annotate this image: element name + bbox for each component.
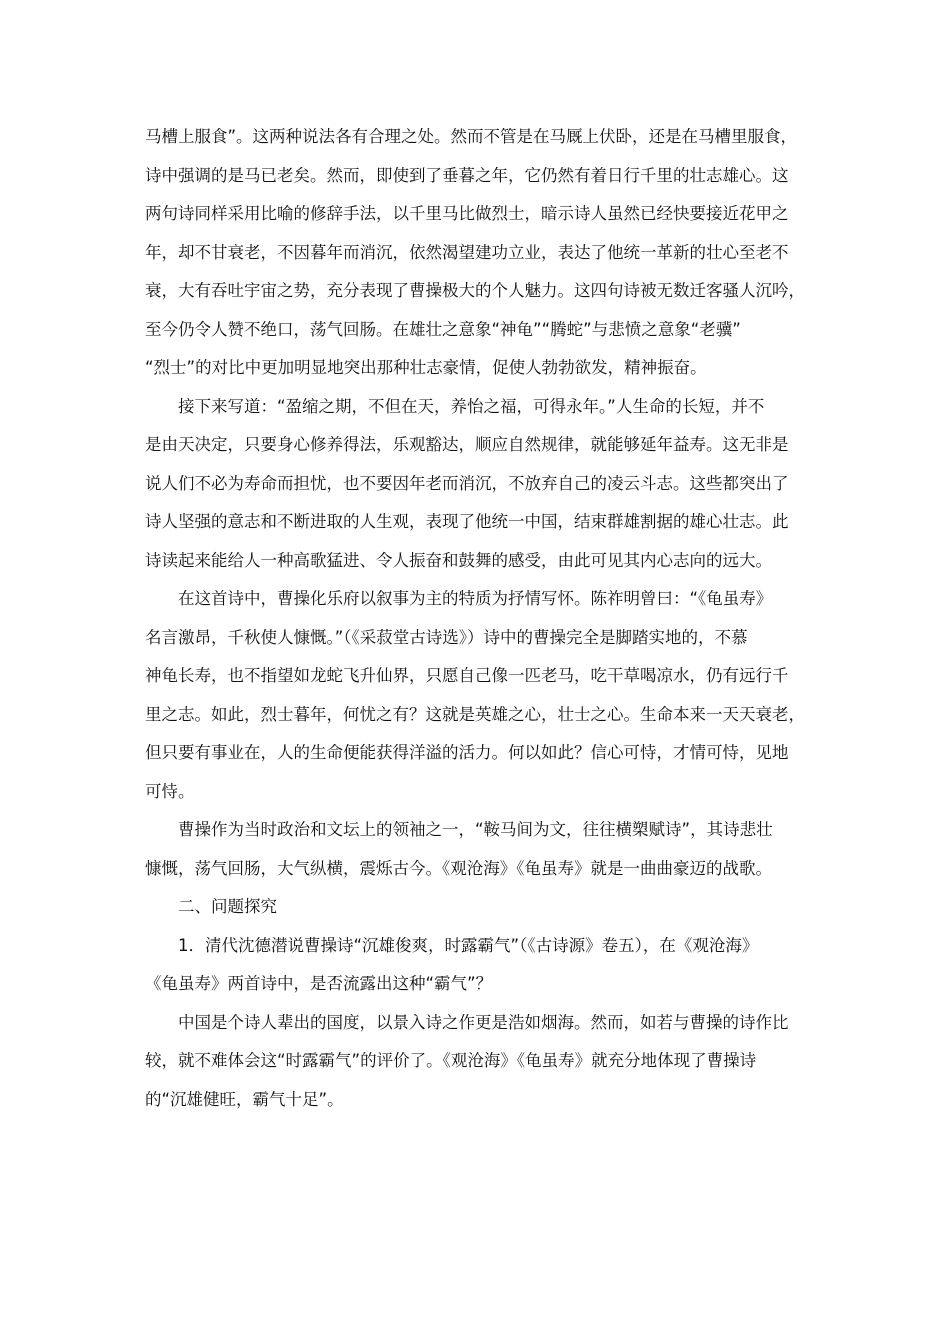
document-body: [145, 118, 807, 1119]
text-line: 名言激昂，千秋使人慷慨。”（《采菽堂古诗选》）诗中的曹操完全是脚踏实地的，不慕: [145, 627, 748, 647]
text-line: 曹操作为当时政治和文坛上的领袖之一，“鞍马间为文，往往横槊赋诗”，其诗悲壮: [178, 820, 773, 839]
text-line: 诗人坚强的意志和不断进取的人生观，表现了他统一中国，结束群雄割据的雄心壮志。此: [145, 512, 789, 531]
text-line: “烈士”的对比中更加明显地突出那种壮志豪情，促使人勃勃欲发，精神振奋。: [145, 358, 707, 377]
text-line: 至今仍令人赞不绝口，荡气回肠。在雄壮之意象“神龟”“腾蛇”与悲愤之意象“老骥”: [145, 319, 741, 339]
text-line: 两句诗同样采用比喻的修辞手法，以千里马比做烈士，暗示诗人虽然已经快要接近花甲之: [145, 204, 789, 223]
text-line: 诗读起来能给人一种高歌猛进、令人振奋和鼓舞的感受，由此可见其内心志向的远大。: [145, 550, 772, 570]
text-line: 在这首诗中，曹操化乐府以叙事为主的特质为抒情写怀。陈祚明曾曰：“《龟虽寿》: [178, 589, 773, 608]
text-line: 年，却不甘衰老，不因暮年而消沉，依然渴望建功立业，表达了他统一革新的壮心至老不: [145, 242, 789, 262]
text-line: 可恃。: [145, 781, 195, 801]
text-line: 二、问题探究: [178, 897, 277, 916]
text-line: 1．清代沈德潜说曹操诗“沉雄俊爽，时露霸气”（《古诗源》卷五），在《观沧海》: [178, 935, 759, 955]
text-line: 说人们不必为寿命而担忧，也不要因年老而消沉，不放弃自己的凌云斗志。这些都突出了: [145, 473, 789, 493]
text-line: 里之志。如此，烈士暮年，何忧之有？这就是英雄之心，壮士之心。生命本来一天天衰老，: [145, 704, 805, 724]
text-line: 接下来写道：“盈缩之期，不但在天，养怡之福，可得永年。”人生命的长短，并不: [178, 396, 765, 416]
text-line: 较，就不难体会这“时露霸气”的评价了。《观沧海》《龟虽寿》就充分地体现了曹操诗: [145, 1051, 757, 1070]
text-line: 但只要有事业在，人的生命便能获得洋溢的活力。何以如此？信心可恃，才情可恃，见地: [145, 743, 789, 762]
text-line: 《龟虽寿》两首诗中，是否流露出这种“霸气”？: [145, 974, 493, 993]
text-line: 中国是个诗人辈出的国度，以景入诗之作更是浩如烟海。然而，如若与曹操的诗作比: [178, 1012, 789, 1032]
text-line: 是由天决定，只要身心修养得法，乐观豁达，顺应自然规律，就能够延年益寿。这无非是: [145, 435, 789, 454]
text-line: 诗中强调的是马已老矣。然而，即使到了垂暮之年，它仍然有着日行千里的壮志雄心。这: [145, 165, 789, 185]
text-line: 的“沉雄健旺，霸气十足”。: [145, 1089, 344, 1109]
text-line: 慷慨，荡气回肠，大气纵横，震烁古今。《观沧海》《龟虽寿》就是一曲曲豪迈的战歌。: [145, 858, 772, 878]
text-line: 衰，大有吞吐宇宙之势，充分表现了曹操极大的个人魅力。这四句诗被无数迁客骚人沉吟，: [145, 281, 805, 300]
text-line: 神龟长寿，也不指望如龙蛇飞升仙界，只愿自己像一匹老马，吃干草喝凉水，仍有远行千: [145, 666, 789, 685]
text-line: 马槽上服食”。这两种说法各有合理之处。然而不管是在马厩上伏卧，还是在马槽里服食，: [145, 127, 798, 146]
